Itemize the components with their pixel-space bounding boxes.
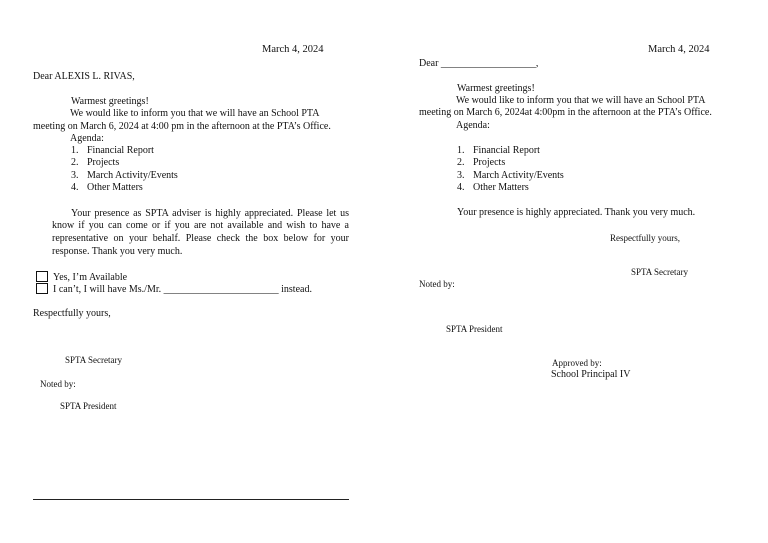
right-agenda-label: Agenda: [456, 120, 490, 131]
agenda-text: Other Matters [473, 182, 529, 194]
left-president: SPTA President [60, 401, 117, 411]
option-representative[interactable] [36, 283, 312, 296]
right-noted-by: Noted by: [419, 279, 455, 289]
agenda-item [457, 182, 564, 194]
agenda-text: March Activity/Events [473, 169, 564, 181]
left-closing: Respectfully yours, [33, 308, 111, 319]
agenda-item [457, 170, 564, 182]
agenda-number: 1. [71, 145, 79, 156]
left-presence-line3: representative on your behalf. Please check the box below for your [52, 233, 349, 244]
available-label: Yes, I’m Available [53, 272, 128, 283]
left-greeting: Warmest greetings! [71, 96, 149, 107]
agenda-text: Projects [87, 157, 120, 169]
left-noted-by: Noted by: [40, 379, 76, 389]
available-checkbox[interactable] [36, 271, 48, 282]
left-agenda-list [71, 145, 178, 195]
representative-checkbox[interactable] [36, 283, 48, 294]
right-body-line1: We would like to inform you that we will have an School PTA [456, 95, 706, 106]
agenda-number: 4. [457, 182, 465, 194]
right-presence: Your presence is highly appreciated. Thank you very much. [457, 207, 696, 218]
agenda-text: March Activity/Events [87, 169, 178, 181]
left-body-line2: meeting on March 6, 2024 at 4:00 pm in the afternoon at the PTA’s Office. [33, 121, 331, 132]
right-approved-by: Approved by: [552, 358, 602, 368]
agenda-number: 2. [71, 157, 79, 169]
right-president: SPTA President [446, 324, 503, 334]
right-salutation: Dear ___________________, [419, 58, 539, 69]
agenda-item [71, 170, 178, 182]
agenda-number: 1. [457, 145, 465, 156]
right-body-line2: meeting on March 6, 2024at 4:00pm in the afternoon at the PTA’s Office. [419, 107, 712, 118]
left-body-line1: We would like to inform you that we will have an School PTA [70, 108, 320, 119]
left-date: March 4, 2024 [262, 44, 324, 55]
agenda-text: Financial Report [87, 145, 154, 156]
agenda-item [71, 182, 178, 194]
representative-label: I can’t, I will have Ms./Mr. _______________________ instead. [53, 284, 312, 295]
right-closing: Respectfully yours, [610, 233, 680, 243]
right-greeting: Warmest greetings! [457, 83, 535, 94]
agenda-item [457, 145, 564, 157]
agenda-text: Other Matters [87, 182, 143, 194]
agenda-number: 3. [71, 169, 79, 181]
agenda-item [457, 157, 564, 169]
left-agenda-label: Agenda: [70, 133, 104, 144]
cut-line [33, 499, 349, 500]
left-presence-line2: know if you can come or if you are not available and wish to have a [52, 220, 349, 231]
left-presence-line1: Your presence as SPTA adviser is highly appreciated. Please let us [71, 208, 349, 219]
agenda-number: 4. [71, 182, 79, 194]
agenda-item [71, 157, 178, 169]
right-secretary: SPTA Secretary [631, 267, 689, 277]
right-principal: School Principal IV [551, 369, 631, 380]
agenda-text: Financial Report [473, 145, 540, 156]
left-salutation: Dear ALEXIS L. RIVAS, [33, 71, 135, 82]
agenda-number: 2. [457, 157, 465, 169]
right-date: March 4, 2024 [648, 44, 710, 55]
left-secretary: SPTA Secretary [65, 355, 123, 365]
agenda-item [71, 145, 178, 157]
right-agenda-list [457, 145, 564, 195]
agenda-text: Projects [473, 157, 506, 169]
agenda-number: 3. [457, 169, 465, 181]
left-presence-line4: response. Thank you very much. [52, 246, 183, 257]
